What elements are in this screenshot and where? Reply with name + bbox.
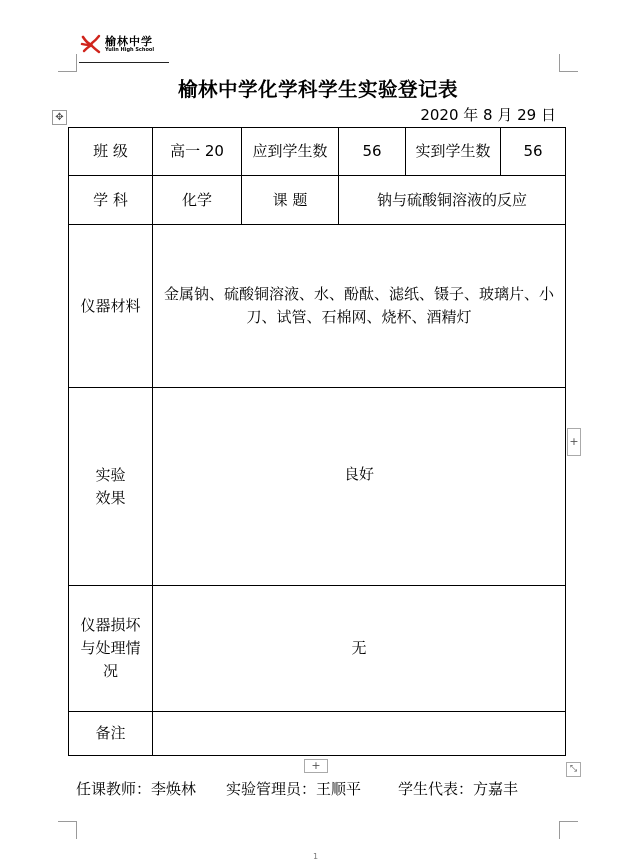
table-row-effect: [69, 388, 566, 586]
crop-mark-bottom-right-v: [559, 821, 560, 839]
signature-line: [76, 778, 518, 799]
logo-english-name: Yulin High School: [105, 46, 155, 53]
logo-chinese-name: 榆林中学: [105, 34, 153, 48]
crop-mark-top-right-h: [560, 71, 578, 72]
crop-mark-bottom-left-h: [58, 821, 76, 822]
crop-mark-bottom-right-h: [560, 821, 578, 822]
expected-students-value[interactable]: 56: [339, 128, 406, 176]
subject-value[interactable]: 化学: [153, 176, 242, 225]
add-column-button[interactable]: [567, 428, 581, 456]
plus-icon: +: [569, 435, 579, 448]
damage-value[interactable]: 无: [153, 586, 566, 712]
expected-students-label: 应到学生数: [242, 128, 339, 176]
table-row-remarks: [69, 712, 566, 756]
school-logo: [80, 33, 154, 55]
crop-mark-bottom-left-v: [76, 821, 77, 839]
materials-label: 仪器材料: [69, 225, 153, 388]
header-rule: [79, 62, 169, 63]
document-date: 2020 年 8 月 29 日: [420, 106, 556, 124]
actual-students-label: 实到学生数: [406, 128, 501, 176]
crop-mark-top-left-v: [76, 54, 77, 72]
table-row-class: [69, 128, 566, 176]
class-label: 班 级: [69, 128, 153, 176]
crop-mark-top-left-h: [58, 71, 76, 72]
actual-students-value[interactable]: 56: [501, 128, 566, 176]
effect-label: 实验效果: [69, 388, 153, 586]
plus-icon: +: [311, 759, 321, 772]
document-title: 榆林中学化学科学生实验登记表: [177, 78, 458, 101]
school-emblem-icon: [80, 33, 102, 55]
remarks-label: 备注: [69, 712, 153, 756]
topic-value[interactable]: 钠与硫酸铜溶液的反应: [339, 176, 566, 225]
topic-label: 课 题: [242, 176, 339, 225]
table-row-subject: [69, 176, 566, 225]
table-row-materials: [69, 225, 566, 388]
effect-value[interactable]: 良好: [153, 388, 566, 586]
table-row-damage: [69, 586, 566, 712]
manager-signature: 实验管理员：王顺平: [226, 780, 362, 798]
remarks-value[interactable]: [153, 712, 566, 756]
add-row-button[interactable]: [304, 759, 328, 773]
damage-label: 仪器损坏与处理情况: [69, 586, 153, 712]
table-move-handle[interactable]: [52, 110, 67, 125]
resize-diagonal-icon: ⤡: [569, 764, 578, 774]
subject-label: 学 科: [69, 176, 153, 225]
student-signature: 学生代表：方嘉丰: [398, 780, 519, 798]
registration-table: [68, 127, 566, 756]
teacher-signature: 任课教师：李焕林: [76, 780, 197, 798]
move-arrows-icon: ✥: [55, 112, 64, 123]
table-resize-handle[interactable]: [566, 762, 581, 777]
materials-value[interactable]: 金属钠、硫酸铜溶液、水、酚酞、滤纸、镊子、玻璃片、小刀、试管、石棉网、烧杯、酒精灯: [153, 225, 566, 388]
page-number: 1: [313, 852, 319, 861]
class-value[interactable]: 高一 20: [153, 128, 242, 176]
crop-mark-top-right-v: [559, 54, 560, 72]
